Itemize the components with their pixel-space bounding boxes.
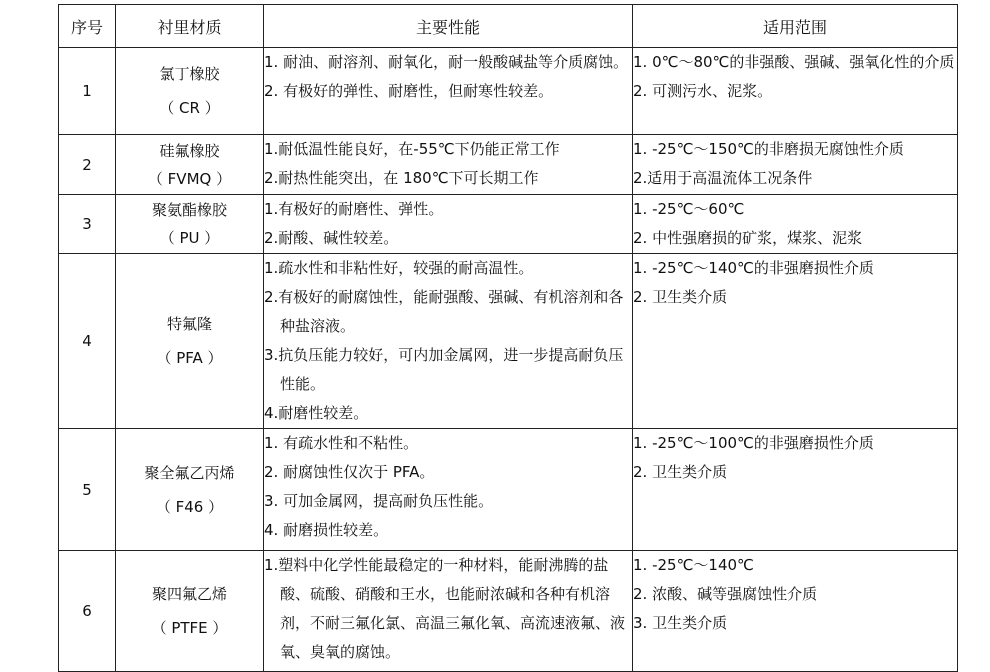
application-item: 1. -25℃～100℃的非强磨损性介质 — [633, 434, 874, 452]
row-index: 4 — [59, 254, 116, 429]
property-item: 1.耐低温性能良好，在-55℃下仍能正常工作 — [264, 140, 560, 158]
row-index: 2 — [59, 135, 116, 195]
property-item: 1.有极好的耐磨性、弹性。 — [264, 200, 444, 218]
lining-materials-table — [58, 4, 958, 672]
application-item: 2. 卫生类介质 — [633, 288, 728, 306]
header-material: 衬里材质 — [116, 5, 264, 48]
properties-cell — [264, 551, 633, 672]
applications-cell — [633, 429, 958, 551]
material-name: 特氟隆 — [166, 315, 212, 333]
property-item: 2. 耐腐蚀性仅次于 PFA。 — [264, 463, 435, 481]
property-item: 1. 有疏水性和不粘性。 — [264, 434, 419, 452]
application-item: 2. 卫生类介质 — [633, 463, 728, 481]
properties-cell — [264, 195, 633, 254]
material-code: （ PTFE ） — [151, 619, 228, 637]
material-name: 硅氟橡胶 — [159, 141, 220, 160]
application-item: 2.适用于高温流体工况条件 — [633, 169, 813, 187]
material-code: （ CR ） — [159, 99, 220, 117]
application-item: 1. -25℃～140℃ — [633, 556, 754, 574]
header-properties: 主要性能 — [264, 5, 633, 48]
property-item: 1. 耐油、耐溶剂、耐氧化，耐一般酸碱盐等介质腐蚀。 — [264, 53, 629, 71]
applications-cell — [633, 254, 958, 429]
property-item: 2.耐热性能突出，在 180℃下可长期工作 — [264, 169, 539, 187]
row-index: 6 — [59, 551, 116, 672]
application-item: 1. -25℃～140℃的非强磨损性介质 — [633, 259, 874, 277]
table-row — [59, 48, 958, 135]
table-row — [59, 429, 958, 551]
material-code: （ PU ） — [159, 229, 220, 247]
material-code: （ PFA ） — [156, 349, 223, 367]
table-row — [59, 551, 958, 672]
application-item: 1. 0℃～80℃的非强酸、强碱、强氧化性的介质 — [633, 53, 955, 71]
material-cell — [116, 48, 264, 135]
applications-cell — [633, 551, 958, 672]
application-item: 2. 浓酸、碱等强腐蚀性介质 — [633, 585, 818, 603]
table-row — [59, 195, 958, 254]
material-name: 聚全氟乙丙烯 — [144, 463, 235, 482]
table-row — [59, 135, 958, 195]
material-name: 聚氨酯橡胶 — [151, 201, 227, 219]
applications-cell — [633, 195, 958, 254]
property-item: 2. 有极好的弹性、耐磨性，但耐寒性较差。 — [264, 82, 554, 100]
header-applications: 适用范围 — [633, 5, 958, 48]
header-row — [59, 5, 958, 48]
application-item: 2. 可测污水、泥浆。 — [633, 82, 773, 100]
properties-cell — [264, 429, 633, 551]
table-row — [59, 254, 958, 429]
material-code: （ F46 ） — [155, 497, 224, 516]
applications-cell — [633, 48, 958, 135]
material-cell — [116, 429, 264, 551]
material-cell — [116, 135, 264, 195]
application-item: 1. -25℃～60℃ — [633, 200, 745, 218]
application-item: 1. -25℃～150℃的非磨损无腐蚀性介质 — [633, 140, 904, 158]
properties-cell — [264, 48, 633, 135]
application-item: 3. 卫生类介质 — [633, 614, 728, 632]
property-item: 1.塑料中化学性能最稳定的一种材料，能耐沸腾的盐酸、硫酸、硝酸和王水，也能耐浓碱和各种有机溶剂，不耐三氟化氯、高温三氟化氧、高流速液氟、液氧、臭氧的腐蚀。 — [264, 556, 626, 661]
row-index: 5 — [59, 429, 116, 551]
header-index: 序号 — [59, 5, 116, 48]
properties-cell — [264, 254, 633, 429]
material-cell — [116, 195, 264, 254]
property-item: 4.耐磨性较差。 — [264, 404, 369, 422]
material-cell — [116, 254, 264, 429]
property-item: 4. 耐磨损性较差。 — [264, 521, 389, 539]
application-item: 2. 中性强磨损的矿浆，煤浆、泥浆 — [633, 229, 863, 247]
properties-cell — [264, 135, 633, 195]
property-item: 2.有极好的耐腐蚀性，能耐强酸、强碱、有机溶剂和各种盐溶液。 — [264, 288, 624, 335]
material-name: 聚四氟乙烯 — [151, 585, 227, 603]
material-cell — [116, 551, 264, 672]
property-item: 1.疏水性和非粘性好，较强的耐高温性。 — [264, 259, 534, 277]
material-code: （ FVMQ ） — [147, 169, 232, 188]
property-item: 3.抗负压能力较好，可内加金属网，进一步提高耐负压性能。 — [264, 346, 624, 393]
row-index: 1 — [59, 48, 116, 135]
applications-cell — [633, 135, 958, 195]
material-name: 氯丁橡胶 — [159, 65, 220, 83]
property-item: 3. 可加金属网，提高耐负压性能。 — [264, 492, 494, 510]
row-index: 3 — [59, 195, 116, 254]
property-item: 2.耐酸、碱性较差。 — [264, 229, 399, 247]
